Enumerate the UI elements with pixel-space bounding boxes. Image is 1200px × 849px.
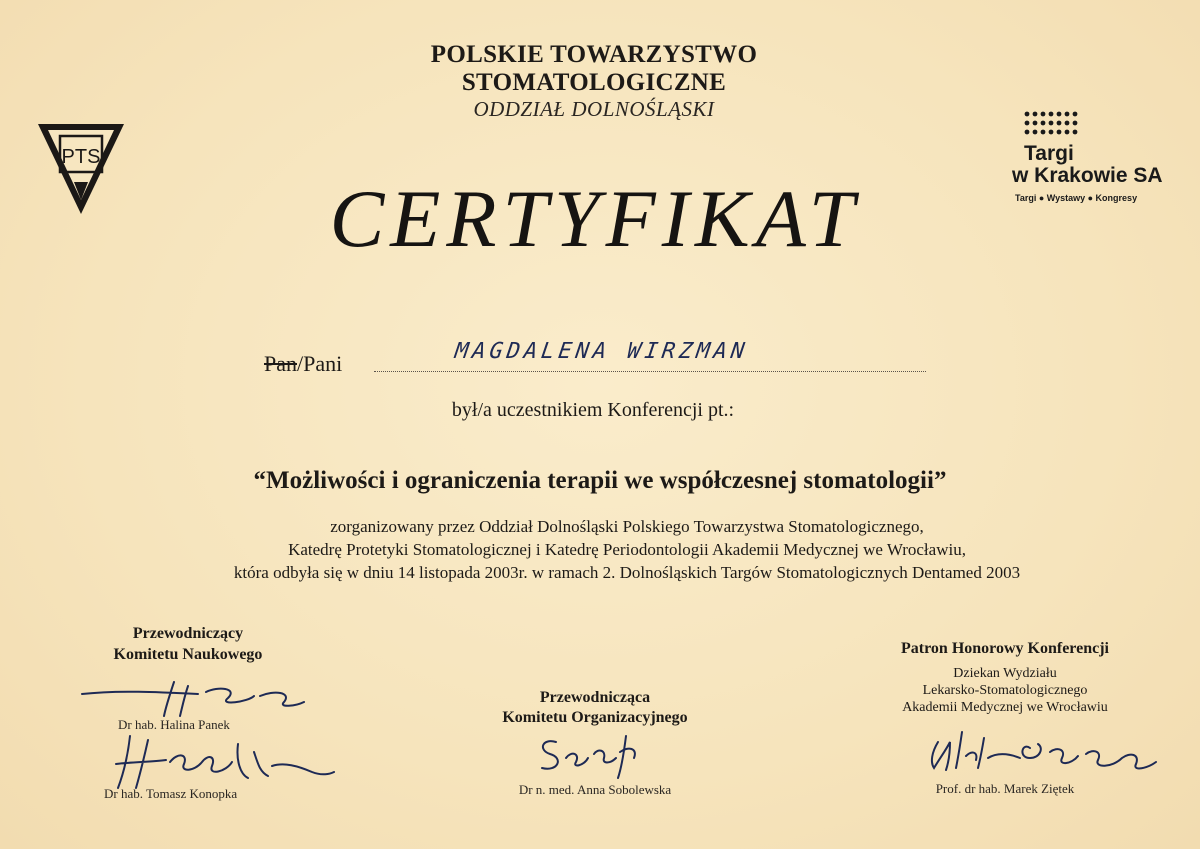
org-branch: ODDZIAŁ DOLNOŚLĄSKI	[473, 97, 715, 121]
patron-sub1: Dziekan Wydziału	[953, 666, 1057, 681]
participant-text: był/a uczestnikiem Konferencji pt.:	[451, 399, 735, 421]
targi-logo-tagline: Targi ● Wystawy ● Kongresy	[1015, 193, 1138, 203]
signatory-zietek: Prof. dr hab. Marek Ziętek	[935, 781, 1075, 796]
targi-dots-icon	[1024, 111, 1080, 135]
org-name-line2: STOMATOLOGICZNE	[461, 69, 727, 96]
signatory-konopka: Dr hab. Tomasz Konopka	[104, 786, 238, 801]
conference-title: “Możliwości i ograniczenia terapii we współczesnej stomatologii”	[253, 467, 947, 494]
signature-konopka	[108, 732, 338, 792]
signature-sobolewska	[536, 732, 646, 782]
scientific-committee-heading2: Komitetu Naukowego	[113, 646, 263, 663]
organizing-committee-heading1: Przewodnicząca	[539, 689, 651, 706]
signature-panek	[78, 676, 308, 720]
signatory-sobolewska: Dr n. med. Anna Sobolewska	[518, 782, 672, 797]
certificate-title: CERTYFIKAT	[329, 173, 861, 264]
patron-sub3: Akademii Medycznej we Wrocławiu	[902, 700, 1108, 715]
targi-logo-line2: w Krakowie SA	[1012, 164, 1163, 187]
patron-sub2: Lekarsko-Stomatologicznego	[922, 683, 1088, 698]
organizer-line: zorganizowany przez Oddział Dolnośląski Polskiego Towarzystwa Stomatologicznego,	[330, 517, 924, 536]
signatory-panek: Dr hab. Halina Panek	[118, 717, 230, 732]
scientific-committee-heading1: Przewodniczący	[132, 625, 244, 642]
patron-heading: Patron Honorowy Konferencji	[901, 640, 1109, 657]
recipient-label-rest: /Pani	[297, 351, 343, 376]
signature-zietek	[926, 728, 1162, 776]
recipient-label-struck: Pan	[264, 351, 297, 376]
org-name-line1: POLSKIE TOWARZYSTWO	[430, 41, 758, 68]
organizer-line: która odbyła się w dniu 14 listopada 2003r. w ramach 2. Dolnośląskich Targów Stomatologicznych Dentamed 2003	[233, 563, 1021, 582]
targi-logo-line1: Targi	[1024, 142, 1074, 165]
organizing-committee-heading2: Komitetu Organizacyjnego	[502, 709, 688, 726]
recipient-label	[264, 351, 342, 377]
pts-logo-text: PTS	[61, 146, 101, 168]
organizer-line: Katedrę Protetyki Stomatologicznej i Katedrę Periodontologii Akademii Medycznej we Wrocławiu,	[288, 540, 966, 559]
recipient-dotted-line	[374, 371, 926, 372]
recipient-name: MAGDALENA WIRZMAN	[453, 339, 750, 364]
